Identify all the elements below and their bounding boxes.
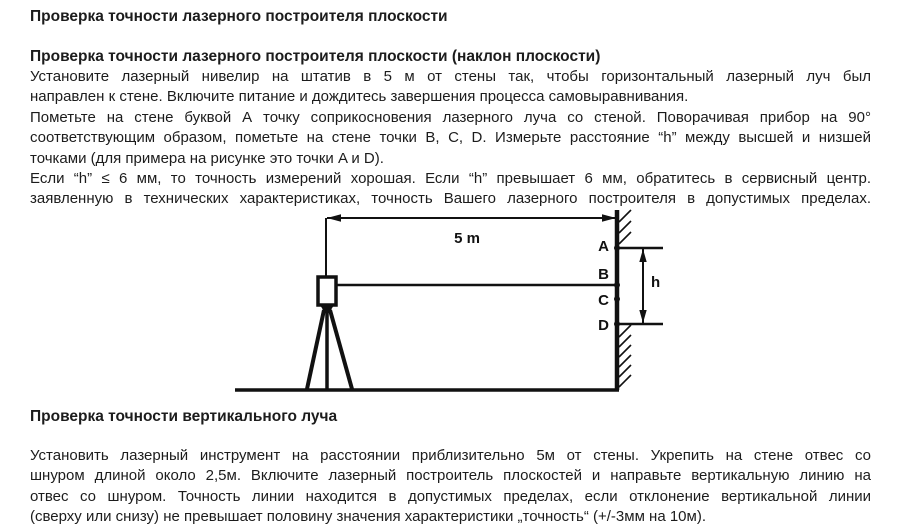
page-title: Проверка точности лазерного построителя плоскости bbox=[30, 8, 448, 25]
h-dimension bbox=[619, 248, 663, 324]
distance-dimension bbox=[326, 214, 616, 277]
laser-level-diagram bbox=[0, 204, 899, 400]
text-line: Установите лазерный нивелир на штатив в 5 м от стены так, чтобы горизонтальный лазерный луч был bbox=[30, 68, 871, 85]
arrow-right-icon bbox=[602, 214, 616, 222]
text-line: шнуром длиной около 2,5м. Включите лазерный построитель плоскостей и направьте вертикальную линию на bbox=[30, 467, 871, 485]
arrow-down-icon bbox=[639, 310, 646, 323]
tripod-leg-left bbox=[307, 310, 324, 389]
tilt-section-text bbox=[30, 67, 871, 210]
tripod-leg-right bbox=[330, 310, 352, 389]
wall-hatch-bottom bbox=[619, 325, 631, 387]
text-line: точками (для примера на рисунке это точки A и D). bbox=[30, 149, 384, 167]
section-heading-tilt: Проверка точности лазерного построителя плоскости (наклон плоскости) bbox=[30, 48, 601, 65]
wall-hatch-top bbox=[619, 210, 631, 244]
arrow-left-icon bbox=[327, 214, 341, 222]
height-label: h bbox=[651, 274, 661, 291]
point-a-label: A bbox=[598, 238, 609, 255]
point-c-label: C bbox=[598, 292, 609, 309]
text-line: Пометьте на стене буквой А точку соприкосновения лазерного луча со стеной. Поворачивая прибор на 90° bbox=[30, 108, 871, 126]
point-b-label: B bbox=[598, 266, 609, 283]
text-line: отвес со шнуром. Точность линии находится в допустимых пределах, если отклонение вертикальной линии bbox=[30, 487, 871, 505]
text-line: Если “h” ≤ 6 мм, то точность измерений хорошая. Если “h” превышает 6 мм, обратитесь в сервисный центр. bbox=[30, 169, 871, 187]
point-c-dot bbox=[614, 296, 620, 302]
text-line: направлен к стене. Включите питание и дождитесь завершения процесса самовыравнивания. bbox=[30, 88, 689, 106]
text-line: заявленную в технических характеристиках, точность Вашего лазерного построителя в допустимых пределах. bbox=[30, 190, 871, 208]
arrow-up-icon bbox=[639, 249, 646, 262]
text-line: соответствующим образом, пометьте на стене точки B, C, D. Измерьте расстояние “h” между высшей и низшей bbox=[30, 129, 871, 147]
distance-label: 5 m bbox=[454, 230, 480, 247]
laser-level-body bbox=[318, 277, 336, 305]
section-heading-vertical: Проверка точности вертикального луча bbox=[30, 408, 338, 425]
point-b-dot bbox=[614, 282, 620, 288]
vertical-section-text bbox=[30, 446, 871, 527]
laser-device bbox=[318, 277, 336, 313]
point-d-label: D bbox=[598, 317, 609, 334]
text-line: Установить лазерный инструмент на расстоянии приблизительно 5м от стены. Укрепить на стене отвес со bbox=[30, 447, 871, 464]
tripod bbox=[307, 310, 352, 389]
text-line: (сверху или снизу) не превышает половину значения характеристики „точность“ (+/-3мм на 10м). bbox=[30, 508, 706, 526]
